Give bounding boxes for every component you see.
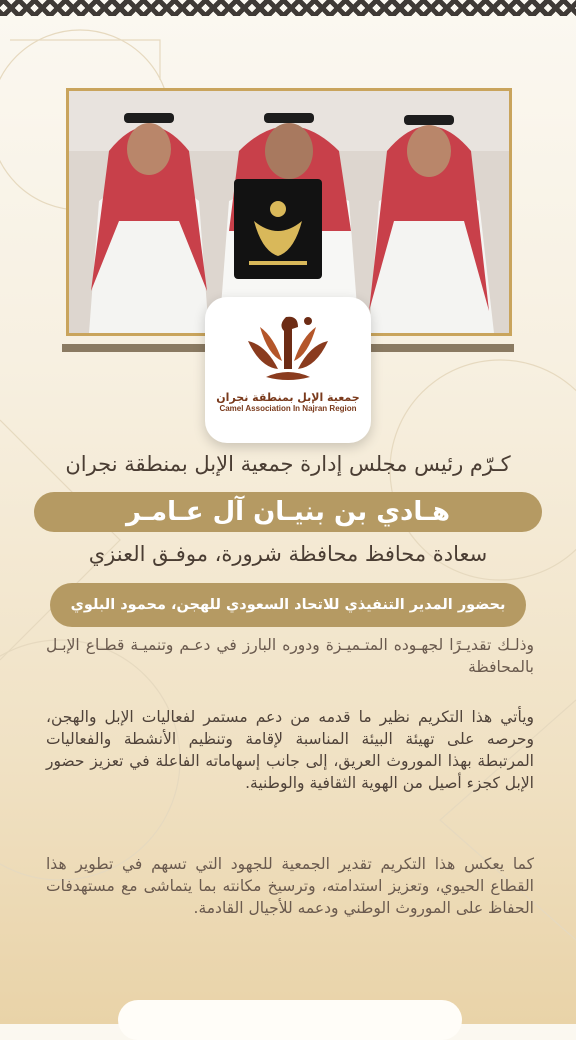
attendance-banner: بحضور المدير التنفيذي للاتحاد السعودي للهجن، محمود البلوي	[50, 583, 526, 627]
governor-line: سعادة محافظ محافظة شرورة، موفـق العنزي	[88, 542, 488, 566]
body-paragraph-3: كما يعكس هذا التكريم تقدير الجمعية للجهود التي تسهم في تطوير هذا القطاع الحيوي، وتعزيز استدامته، وترسيخ مكانته بما يتماشى مع مستهدفات الحفاظ على الموروث الوطني ودعمه للأجيال القادمة.	[46, 855, 534, 917]
honor-line: كـرّم رئيس مجلس إدارة جمعية الإبل بمنطقة نجران	[65, 452, 511, 476]
honoree-name-banner: هـادي بن بنيـان آل عـامـر	[34, 492, 542, 532]
body-paragraph-1: وذلـك تقديـرًا لجهـوده المتـميـزة ودوره البارز في دعـم وتنميـة قطـاع الإبـل بالمحافظة	[46, 636, 534, 676]
bottom-pill	[118, 1000, 462, 1040]
body-paragraph-2: ويأتي هذا التكريم نظير ما قدمه من دعم مستمر لفعاليات الإبل والهجن، وحرصه على تهيئة البيئة المناسبة لإقامة وتنظيم الأنشطة والفعاليات المرتبطة بهذا الموروث العريق، إلى جانب إسهاماته الفاعلة في تعزيز حضور الإبل كجزء أصيل من الهوية الثقافية والوطنية.	[46, 708, 534, 792]
camel-logo-icon	[238, 311, 338, 385]
decorative-top-border	[0, 0, 576, 16]
logo-english-name: Camel Association In Najran Region	[219, 404, 357, 413]
plaque	[234, 179, 322, 279]
association-logo-card	[205, 297, 371, 443]
logo-arabic-name: جمعية الإبل بمنطقة نجران	[216, 391, 360, 404]
